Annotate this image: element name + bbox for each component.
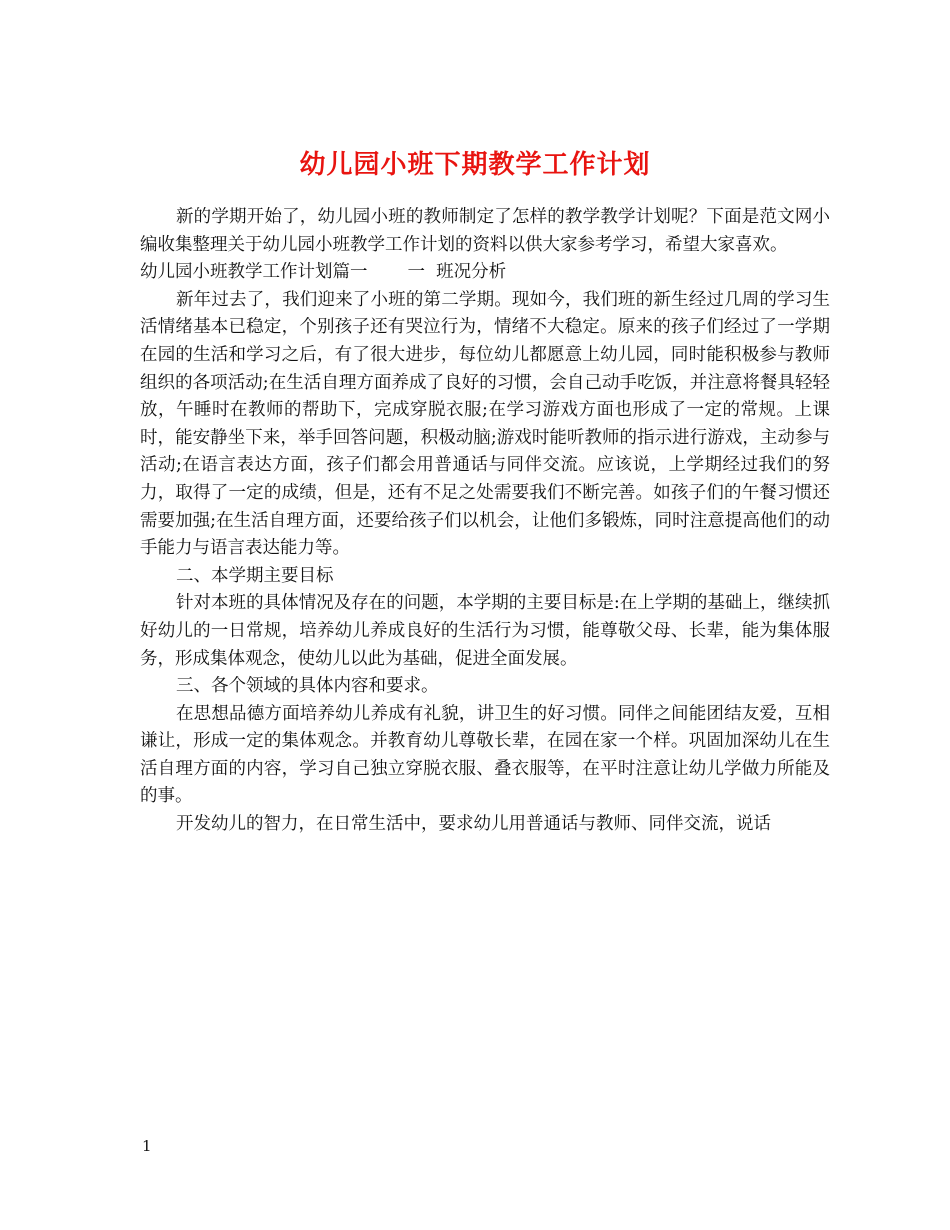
paragraph-goals: 针对本班的具体情况及存在的问题，本学期的主要目标是:在上学期的基础上，继续抓好幼儿的一日常规，培养幼儿养成良好的生活行为习惯，能尊敬父母、长辈，能为集体服务，形成集体观念，使幼儿以此为基础，促进全面发展。 [140, 593, 830, 669]
section-heading-1: 一 班况分析 [407, 262, 507, 283]
paragraph-intelligence: 开发幼儿的智力，在日常生活中，要求幼儿用普通话与教师、同伴交流，说话 [176, 814, 771, 835]
section-heading-line [140, 259, 830, 287]
document-body [140, 204, 830, 839]
section-label: 幼儿园小班教学工作计划篇一 [140, 262, 368, 283]
section-heading-3: 三、各个领域的具体内容和要求。 [176, 676, 439, 697]
paragraph-class-analysis: 新年过去了，我们迎来了小班的第二学期。现如今，我们班的新生经过几周的学习生活情绪基本已稳定，个别孩子还有哭泣行为，情绪不大稳定。原来的孩子们经过了一学期在园的生活和学习之后，有了很大进步，每位幼儿都愿意上幼儿园，同时能积极参与教师组织的各项活动;在生活自理方面养成了良好的习惯，会自己动手吃饭，并注意将餐具轻轻放，午睡时在教师的帮助下，完成穿脱衣服;在学习游戏方面也形成了一定的常规。上课时，能安静坐下来，举手回答问题，积极动脑;游戏时能听教师的指示进行游戏，主动参与活动;在语言表达方面，孩子们都会用普通话与同伴交流。应该说，上学期经过我们的努力，取得了一定的成绩，但是，还有不足之处需要我们不断完善。如孩子们的午餐习惯还需要加强;在生活自理方面，还要给孩子们以机会，让他们多锻炼，同时注意提高他们的动手能力与语言表达能力等。 [140, 289, 830, 559]
paragraph-moral-education: 在思想品德方面培养幼儿养成有礼貌，讲卫生的好习惯。同伴之间能团结友爱，互相谦让，形成一定的集体观念。并教育幼儿尊敬长辈，在园在家一个样。巩固加深幼儿在生活自理方面的内容，学习自己独立穿脱衣服、叠衣服等，在平时注意让幼儿学做力所能及的事。 [140, 703, 830, 807]
section-heading-2: 二、本学期主要目标 [176, 565, 334, 586]
page-number: 1 [142, 1137, 152, 1155]
intro-paragraph: 新的学期开始了，幼儿园小班的教师制定了怎样的教学教学计划呢？下面是范文网小编收集整理关于幼儿园小班教学工作计划的资料以供大家参考学习，希望大家喜欢。 [140, 207, 830, 255]
document-title: 幼儿园小班下期教学工作计划 [299, 150, 651, 181]
